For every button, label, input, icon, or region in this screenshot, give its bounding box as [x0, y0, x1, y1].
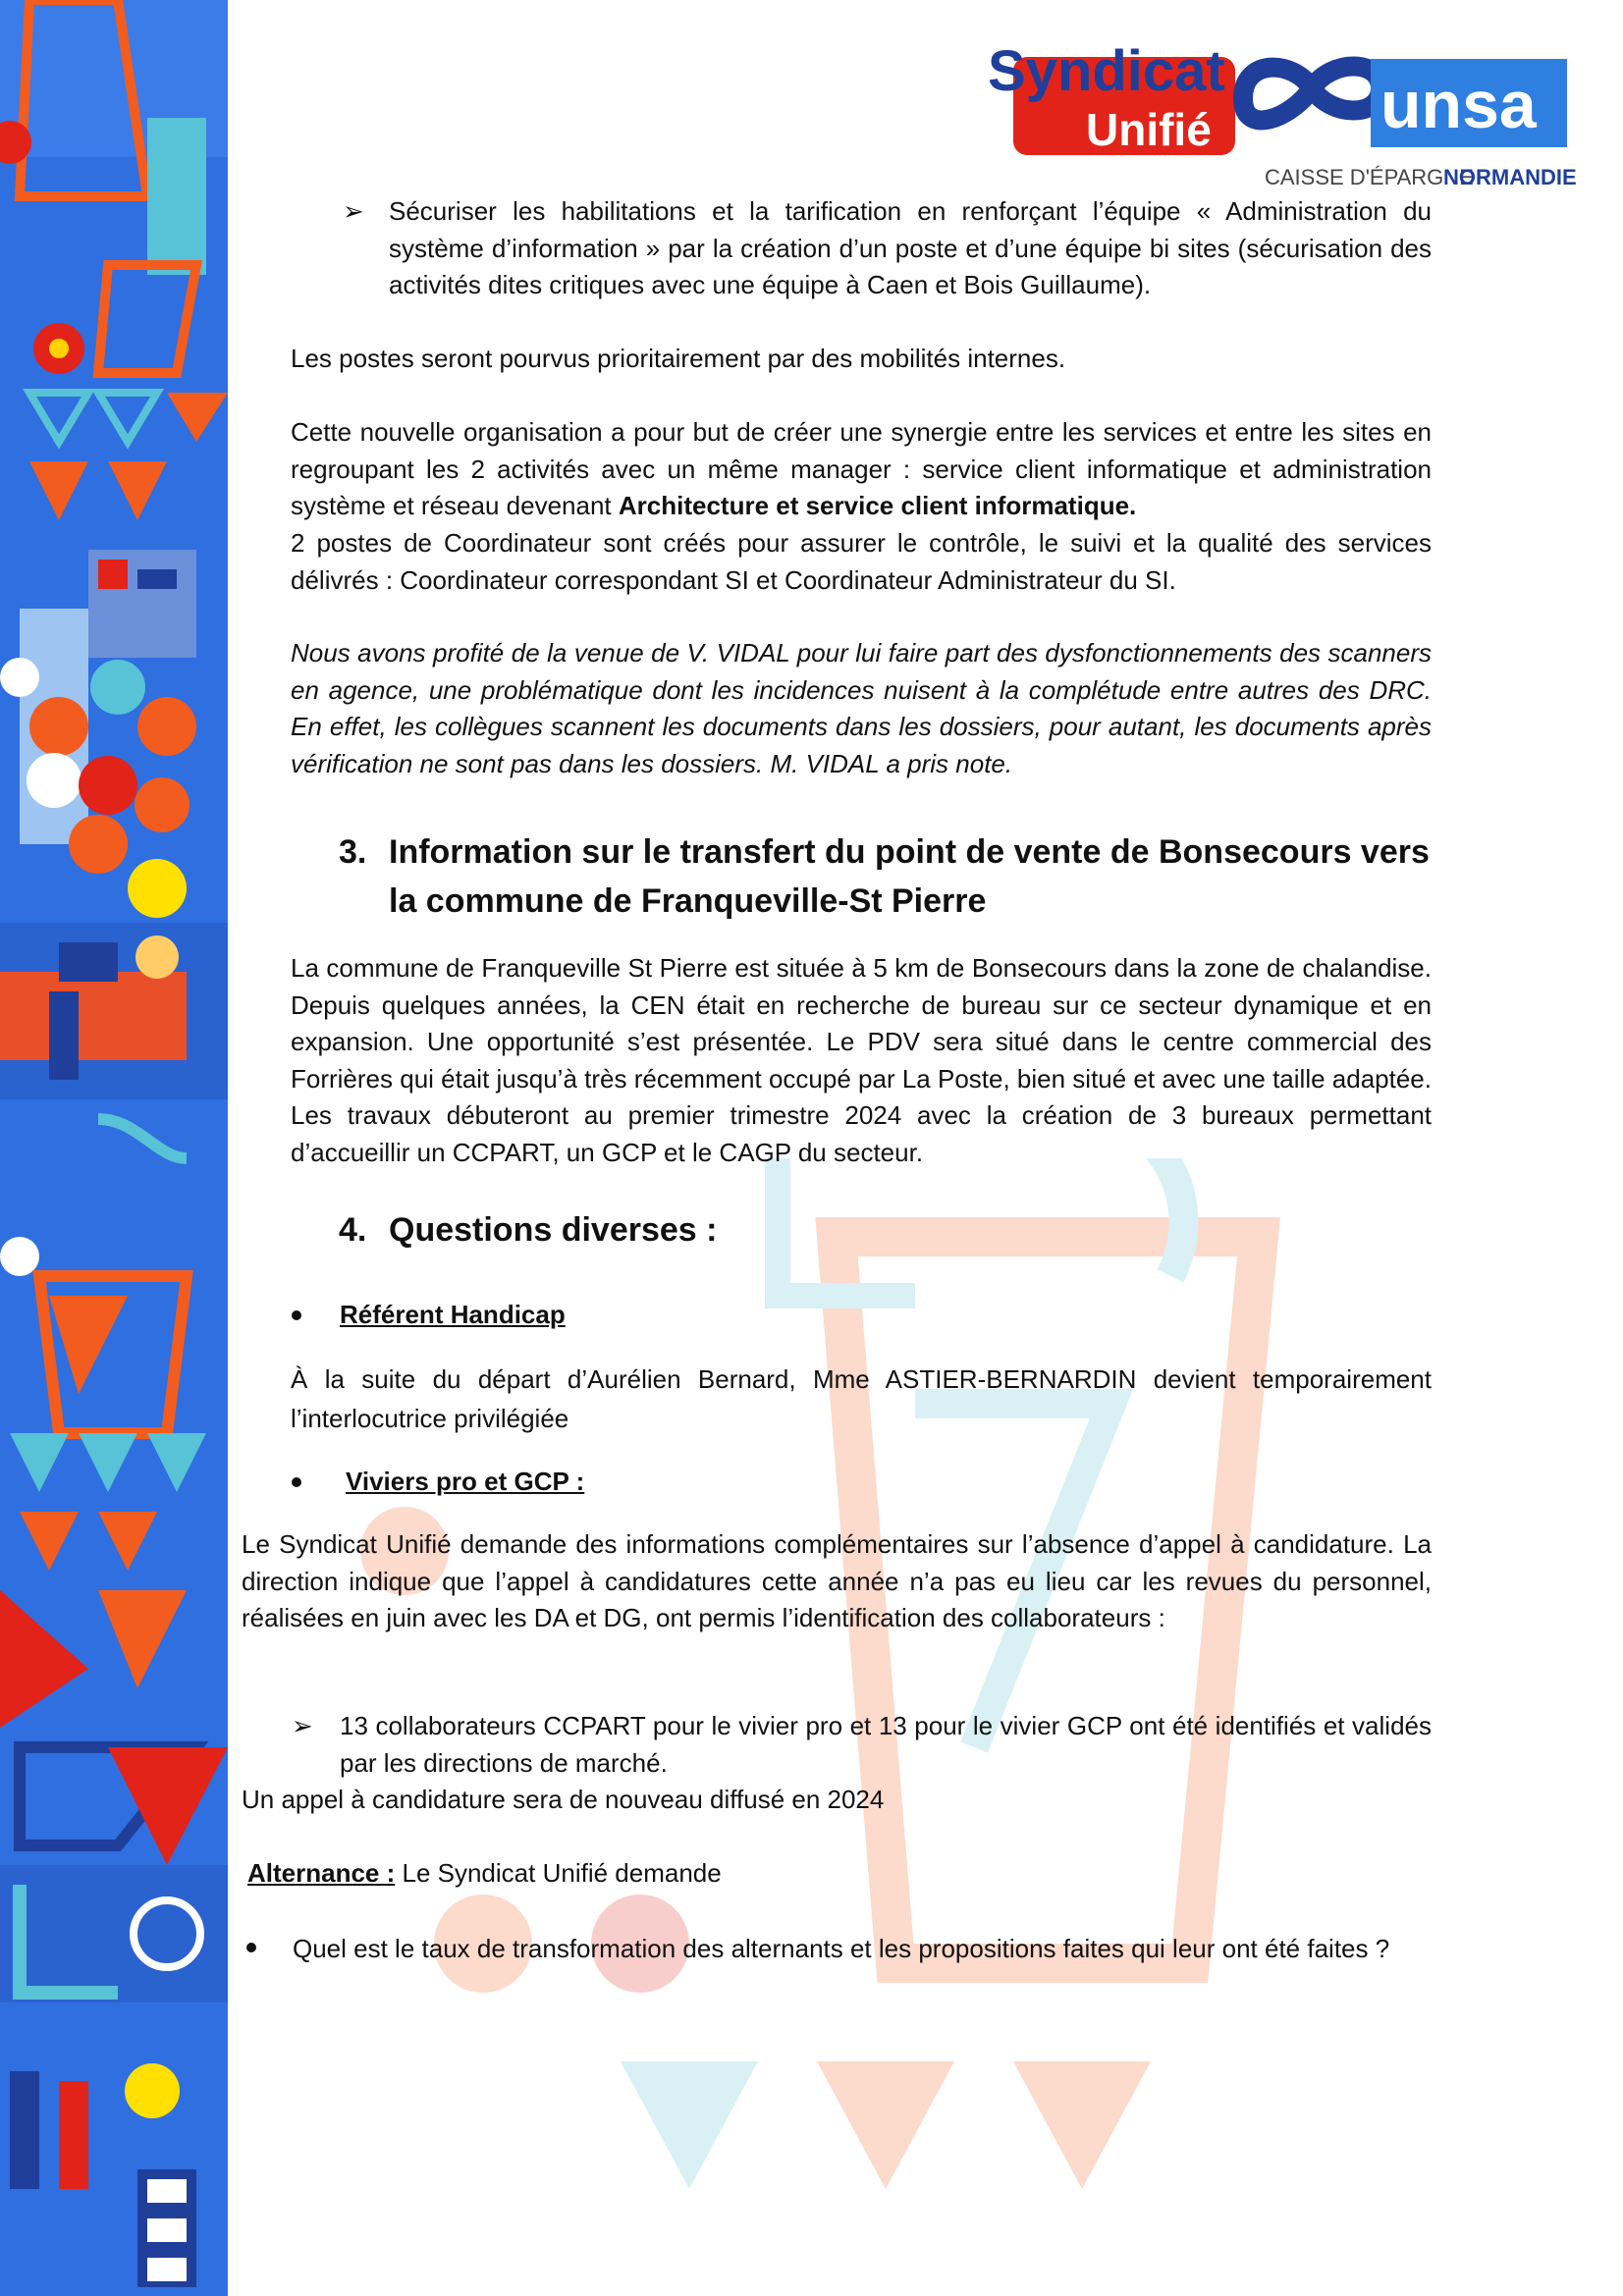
bullet-alternants-question: Quel est le taux de transformation des alternants et les propositions faites qui leur ont été faites ? — [293, 1934, 1390, 1963]
paragraph-organisation-text: Cette nouvelle organisation a pour but de créer une synergie entre les services et entre les sites en regroupant les 2 activités avec un même manager : service client informatique et administration système et réseau devenant — [291, 417, 1432, 520]
arrow-bullet-icon: ➢ — [292, 1711, 313, 1740]
section-3-number: 3. — [339, 833, 367, 871]
paragraph-postes: Les postes seront pourvus prioritairement par des mobilités internes. — [291, 344, 1066, 373]
section-3-title-line2: la commune de Franqueville-St Pierre — [389, 882, 987, 920]
bullet-habilitations: Sécuriser les habilitations et la tarification en renforçant l’équipe « Administration du système d’information » par la création d’un poste et d’une équipe bi sites (sécurisation des activités dites critiques avec une équipe à Caen et Bois Guillaume). — [389, 196, 1432, 299]
paragraph-vidal: Nous avons profité de la venue de V. VIDAL pour lui faire part des dysfonctionnements des scanners en agence, une problématique dont les incidences nuisent à la complétude entre autres des DRC. En effet, les collègues scannent les documents dans les dossiers, pour autant, les documents après vérification ne sont pas dans les dossiers. M. VIDAL a pris note. — [291, 638, 1432, 778]
paragraph-handicap: À la suite du départ d’Aurélien Bernard, Mme ASTIER-BERNARDIN devient temporairement l’interlocutrice privilégiée — [291, 1364, 1432, 1433]
paragraph-coordinateurs: 2 postes de Coordinateur sont créés pour assurer le contrôle, le suivi et la qualité des services délivrés : Coordinateur correspondant SI et Coordinateur Administrateur du SI. — [291, 528, 1432, 595]
paragraph-viviers: Le Syndicat Unifié demande des informations complémentaires sur l’absence d’appel à candidature. La direction indique que l’appel à candidatures cette année n’a pas eu lieu car les revues du personnel, réalisées en juin avec les DA et DG, ont permis l’identification des collaborateurs : — [242, 1529, 1432, 1632]
paragraph-appel: Un appel à candidature sera de nouveau diffusé en 2024 — [242, 1785, 885, 1814]
bullet-collaborateurs: 13 collaborateurs CCPART pour le vivier pro et 13 pour le vivier GCP ont été identifiés et validés par les directions de marché. — [340, 1711, 1432, 1778]
logo-syndicat-text: Syndicat — [988, 39, 1225, 103]
logo-unsa-text: unsa — [1380, 68, 1537, 142]
logo-unifie-text: Unifié — [1086, 104, 1212, 155]
bullet-dot-icon — [292, 1477, 301, 1487]
paragraph-organisation — [291, 414, 1432, 525]
paragraph-organisation-bold: Architecture et service client informatique. — [618, 491, 1137, 520]
paragraph-franqueville: La commune de Franqueville St Pierre est située à 5 km de Bonsecours dans la zone de chalandise. Depuis quelques années, la CEN était en recherche de bureau sur ce secteur dynamique et en expansion. Une opportunité s’est présentée. Le PDV sera situé dans le centre commercial des Forrières qui était jusqu’à très récemment occupé par La Poste, bien situé et avec une taille adaptée. Les travaux débuteront au premier trimestre 2024 avec la création de 3 bureaux permettant d’accueillir un CCPART, un GCP et le CAGP du secteur. — [291, 953, 1432, 1167]
logo-subtitle-b: NORMANDIE — [1443, 165, 1577, 189]
paragraph-alternance — [247, 1855, 1426, 1893]
bullet-dot-icon — [246, 1943, 256, 1952]
section-3-title-line1: Information sur le transfert du point de vente de Bonsecours vers — [389, 833, 1430, 871]
alternance-label: Alternance : — [247, 1858, 396, 1888]
alternance-text: Le Syndicat Unifié demande — [395, 1858, 722, 1888]
section-4-title: Questions diverses : — [389, 1211, 718, 1249]
subheading-referent-handicap: Référent Handicap — [340, 1300, 566, 1329]
logo-subtitle-a: CAISSE D'ÉPARGNE — [1265, 165, 1474, 189]
arrow-bullet-icon: ➢ — [343, 196, 364, 226]
section-4-number: 4. — [339, 1211, 367, 1249]
subheading-viviers: Viviers pro et GCP : — [346, 1467, 585, 1496]
bullet-dot-icon — [292, 1310, 301, 1320]
